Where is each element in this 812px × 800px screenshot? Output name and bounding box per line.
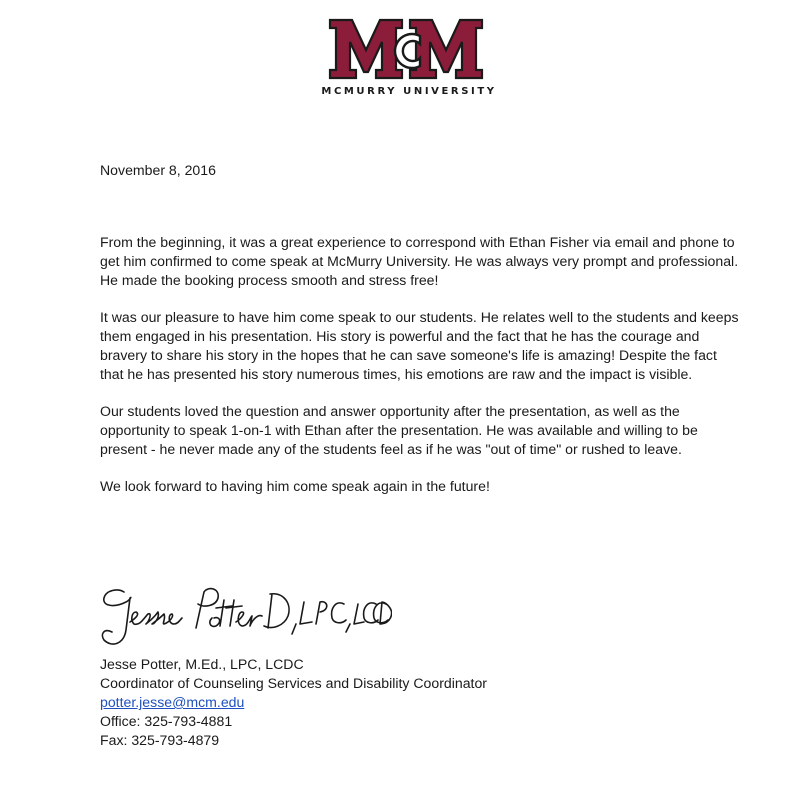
signature-block xyxy=(100,655,487,750)
signer-name: Jesse Potter, M.Ed., LPC, LCDC xyxy=(100,656,304,672)
paragraph-3: Our students loved the question and answer opportunity after the presentation, as well as the opportunity to speak 1-on-1 with Ethan after the presentation. He was available and willing to be present - he never made any of the students feel as if he was "out of time" or rushed to leave. xyxy=(100,403,698,457)
signer-title: Coordinator of Counseling Services and Disability Coordinator xyxy=(100,675,487,691)
handwritten-signature xyxy=(92,578,392,658)
paragraph-2: It was our pleasure to have him come speak to our students. He relates well to the students and keeps them engaged in his presentation. His story is powerful and the fact that he has the courage and bravery to share his story in the hopes that he can save someone's life is amazing! Despite the fact that he has presented his story numerous times, his emotions are raw and the impact is visible. xyxy=(100,309,739,382)
mcmurry-logo xyxy=(328,14,484,84)
letter-date: November 8, 2016 xyxy=(100,162,216,178)
logo-letter-m-left xyxy=(330,20,402,78)
letter-body xyxy=(100,161,740,496)
paragraph-4: We look forward to having him come speak again in the future! xyxy=(100,478,490,494)
fax-number: Fax: 325-793-4879 xyxy=(100,732,220,748)
email-link[interactable]: potter.jesse@mcm.edu xyxy=(100,694,245,710)
university-name: MCMURRY UNIVERSITY xyxy=(321,86,497,97)
logo-letter-m-right xyxy=(410,20,482,78)
office-phone: Office: 325-793-4881 xyxy=(100,713,233,729)
letterhead xyxy=(0,14,812,97)
paragraph-1: From the beginning, it was a great experience to correspond with Ethan Fisher via email and phone to get him confirmed to come speak at McMurry University. He was always very prompt and professional. He made the booking process smooth and stress free! xyxy=(100,234,739,288)
